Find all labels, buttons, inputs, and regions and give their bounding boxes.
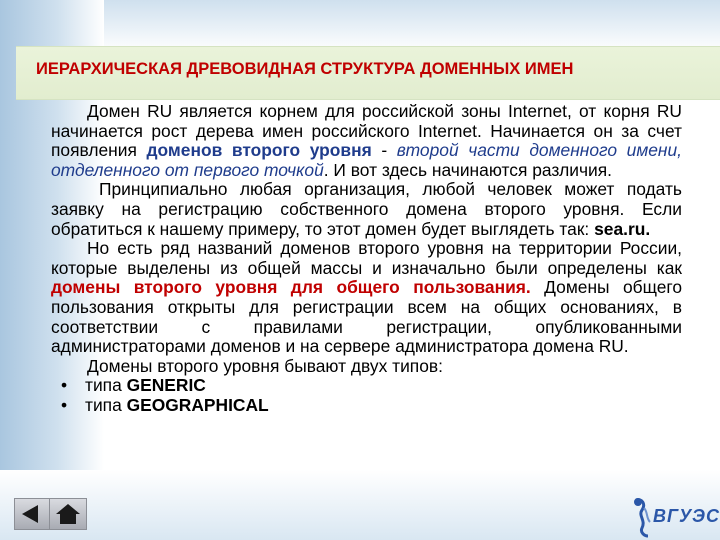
left-arrow-icon <box>20 504 46 524</box>
emphasis-public-domains: домены второго уровня для общего пользования. <box>51 277 531 298</box>
list-item-type: GENERIC <box>126 375 206 396</box>
bottom-gradient <box>0 470 720 540</box>
paragraph-text: Домен RU является корнем для российской зоны Internet, от корня RU начинается рост дерева имен российского Internet. Начинается он за счет появления <box>51 101 682 161</box>
paragraph-text: Домены общего пользования открыты для регистрации всем на общих основаниях, в соответствии с правилами регистрации, опубликованными администраторами доменов и на сервере администратора домена RU. <box>51 277 683 357</box>
paragraph-2 <box>51 180 682 239</box>
paragraph-text: Принципиально любая организация, любой человек может подать заявку на регистрацию собственного домена второго уровня. Если обратиться к нашему примеру, то этот домен будет выглядеть так: <box>51 179 682 239</box>
paragraph-3 <box>51 239 682 357</box>
slide-title: ИЕРАРХИЧЕСКАЯ ДРЕВОВИДНАЯ СТРУКТУРА ДОМЕННЫХ ИМЕН <box>36 60 574 78</box>
list-item-text: типа <box>85 375 127 396</box>
list-item <box>51 376 682 396</box>
definition-italic: второй части доменного имени, отделенного от первого точкой <box>51 140 682 180</box>
domain-types-list <box>51 376 682 415</box>
example-domain: sea.ru. <box>594 218 651 239</box>
paragraph-4: Домены второго уровня бывают двух типов: <box>87 355 443 376</box>
paragraph-1 <box>51 102 682 180</box>
bullet-icon: • <box>61 375 68 396</box>
list-item-text: типа <box>85 394 127 415</box>
slide-body <box>51 102 682 416</box>
logo-text: ВГУЭС <box>653 506 720 526</box>
paragraph-text: Но есть ряд названий доменов второго уровня на территории России, которые выделены из общей массы и изначально были определены как <box>51 238 682 278</box>
bullet-icon: • <box>61 394 68 415</box>
back-button[interactable] <box>14 498 52 530</box>
home-button[interactable] <box>49 498 87 530</box>
emphasis-second-level-domains: доменов второго уровня <box>146 140 372 161</box>
home-icon <box>55 503 81 525</box>
list-item-type: GEOGRAPHICAL <box>126 394 269 415</box>
paragraph-text: - <box>371 140 397 161</box>
list-item <box>51 396 682 416</box>
top-gradient <box>0 0 720 52</box>
paragraph-text: . И вот здесь начинаются различия. <box>323 159 613 180</box>
